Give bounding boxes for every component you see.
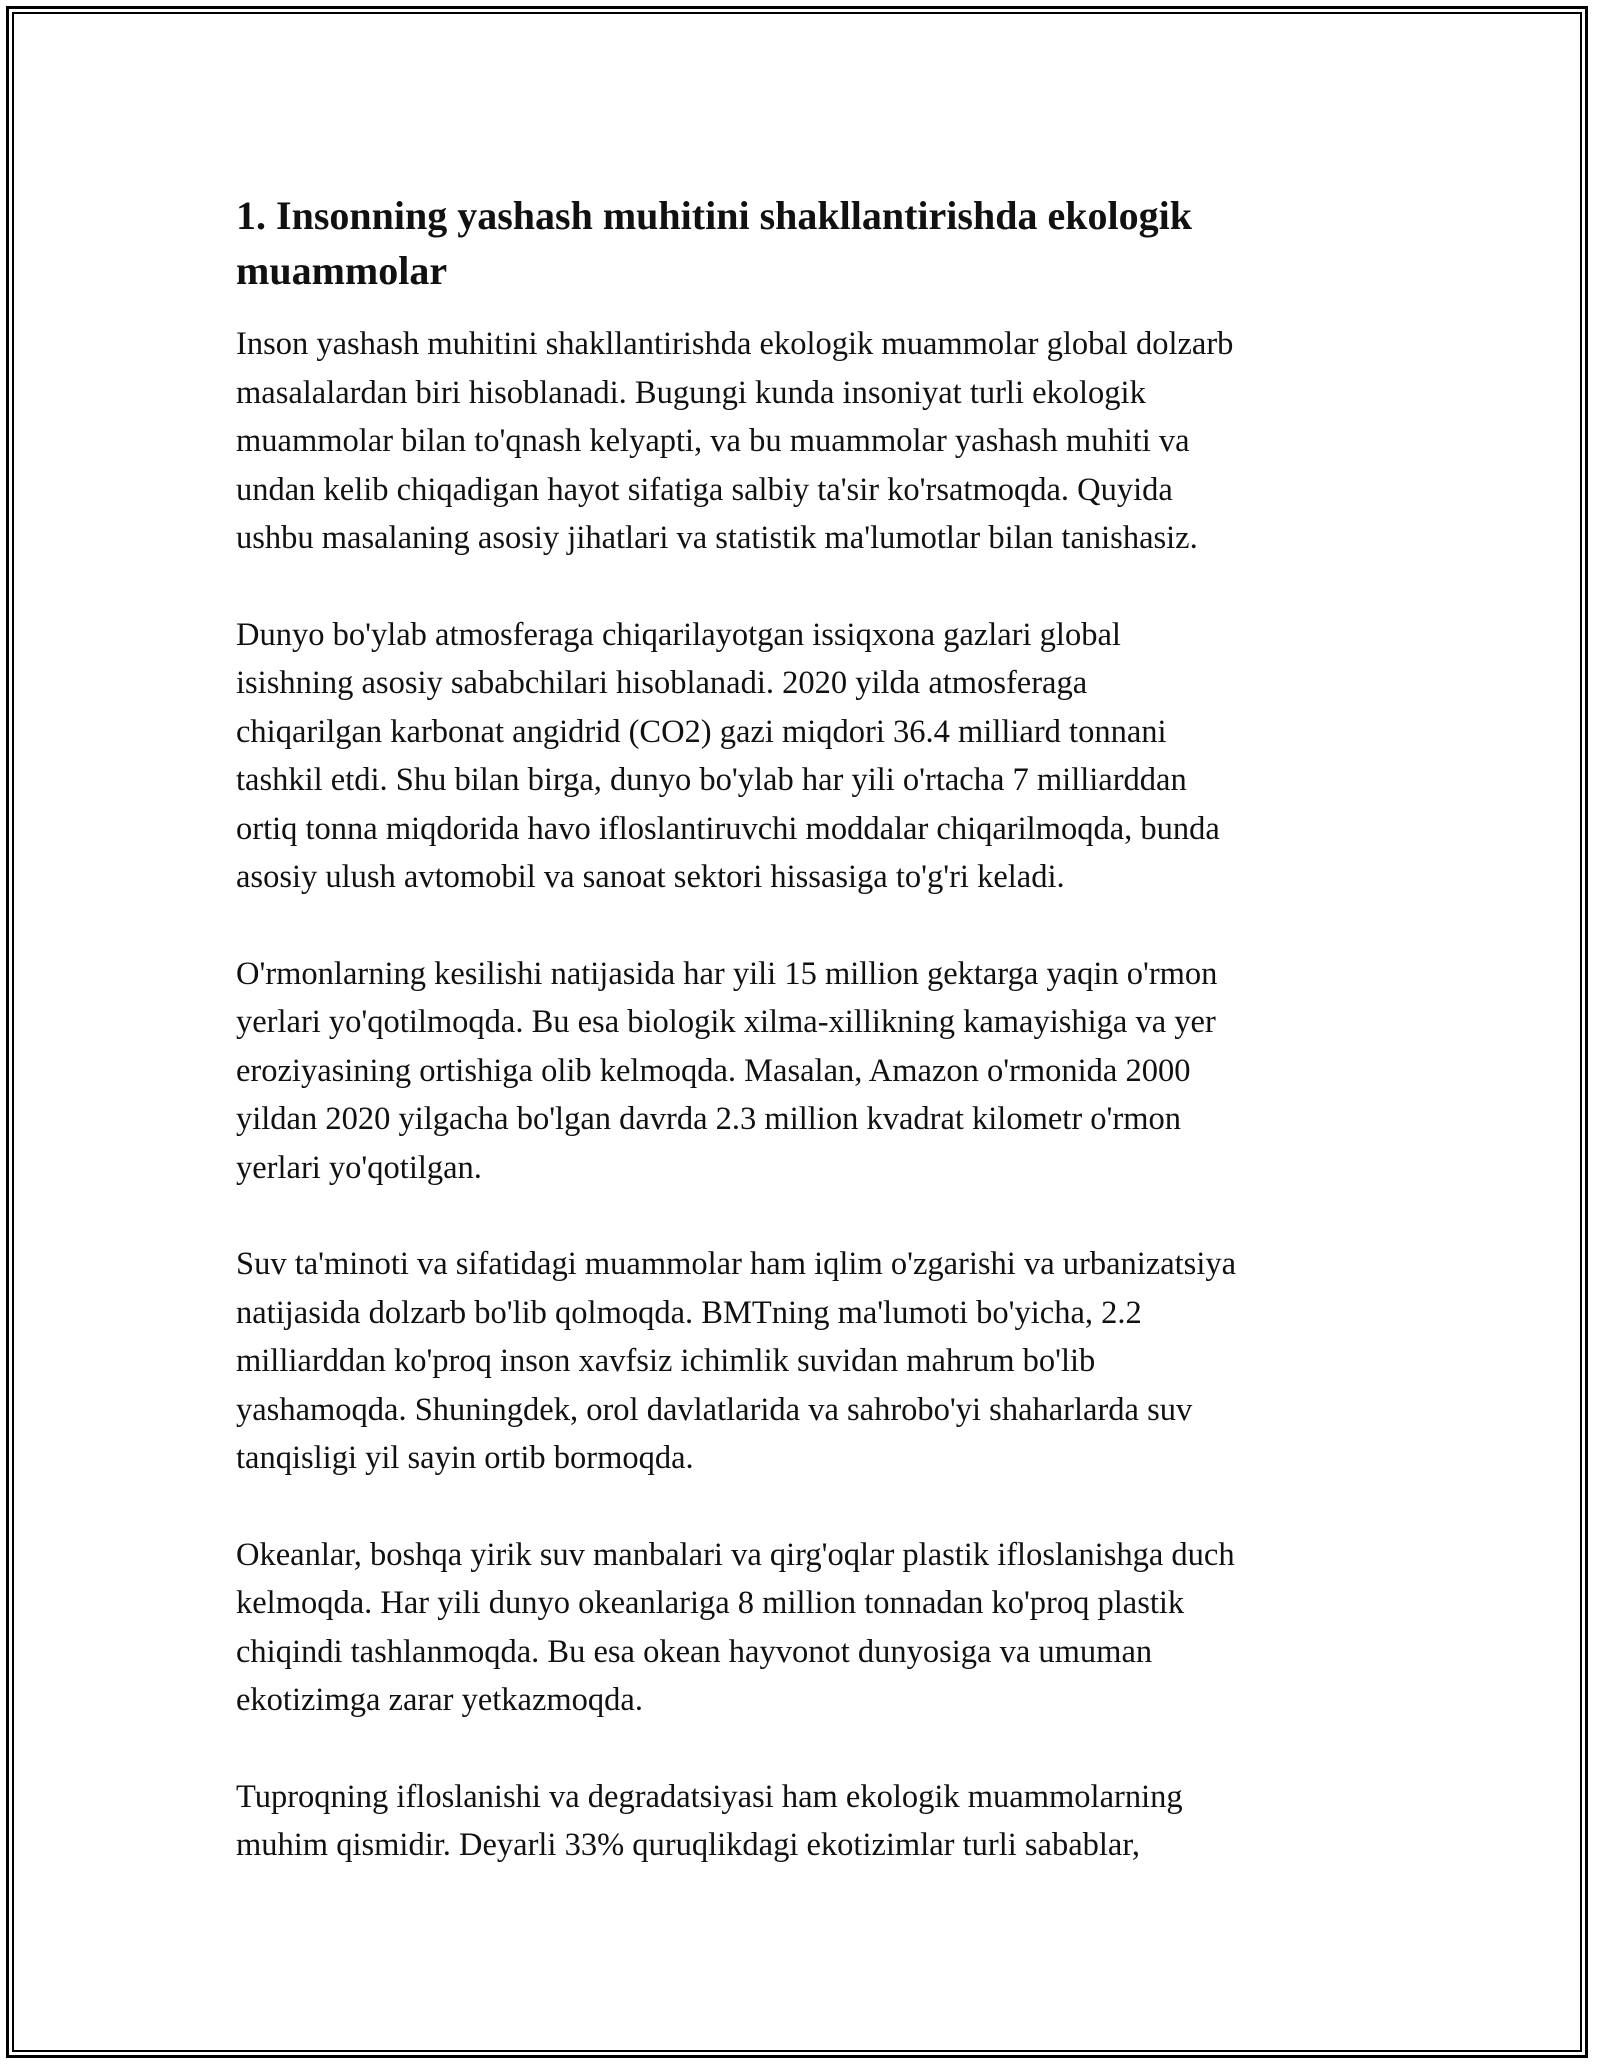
paragraph-soil-degradation: Tuproqning ifloslanishi va degradatsiyasi ham ekologik muammolarning muhim qismidir. Deyarli 33% quruqlikdagi ekotizimlar turli sabablar,: [236, 1778, 1183, 1863]
paragraph-ocean-plastic: Okeanlar, boshqa yirik suv manbalari va qirg'oqlar plastik ifloslanishga duch kelmoqda. Har yili dunyo okeanlariga 8 million tonnadan ko'proq plastik chiqindi tashlanmoqda. Bu esa okean hayvonot dunyosiga va umuman ekotizimga zarar yetkazmoqda.: [236, 1536, 1235, 1718]
paragraph-greenhouse-gases: Dunyo bo'ylab atmosferaga chiqarilayotgan issiqxona gazlari global isishning asosiy sababchilari hisoblanadi. 2020 yilda atmosferaga chiqarilgan karbonat angidrid (CO2) gazi miqdori 36.4 milliard tonnani tashkil etdi. Shu bilan birga, dunyo bo'ylab har yili o'rtacha 7 milliarddan ortiq tonna miqdorida havo ifloslantiruvchi moddalar chiqarilmoqda, bunda asosiy ulush avtomobil va sanoat sektori hissasiga to'g'ri keladi.: [236, 616, 1220, 895]
paragraph-deforestation: O'rmonlarning kesilishi natijasida har yili 15 million gektarga yaqin o'rmon yerlari yo'qotilmoqda. Bu esa biologik xilma-xillikning kamayishiga va yer eroziyasining ortishiga olib kelmoqda. Masalan, Amazon o'rmonida 2000 yildan 2020 yilgacha bo'lgan davrda 2.3 million kvadrat kilometr o'rmon yerlari yo'qotilgan.: [236, 955, 1218, 1186]
paragraph-water-supply: Suv ta'minoti va sifatidagi muammolar ham iqlim o'zgarishi va urbanizatsiya natijasida dolzarb bo'lib qolmoqda. BMTning ma'lumoti bo'yicha, 2.2 milliarddan ko'proq inson xavfsiz ichimlik suvidan mahrum bo'lib yashamoqda. Shuningdek, orol davlatlarida va sahrobo'yi shaharlarda suv tanqisligi yil sayin ortib bormoqda.: [236, 1246, 1237, 1476]
document-body: [236, 188, 1386, 1918]
paragraph-intro: Inson yashash muhitini shakllantirishda ekologik muammolar global dolzarb masalalardan biri hisoblanadi. Bugungi kunda insoniyat turli ekologik muammolar bilan to'qnash kelyapti, va bu muammolar yashash muhiti va undan kelib chiqadigan hayot sifatiga salbiy ta'sir ko'rsatmoqda. Quyida ushbu masalaning asosiy jihatlari va statistik ma'lumotlar bilan tanishasiz.: [236, 326, 1234, 556]
section-heading: 1. Insonning yashash muhitini shakllantirishda ekologik muammolar: [236, 193, 1192, 293]
